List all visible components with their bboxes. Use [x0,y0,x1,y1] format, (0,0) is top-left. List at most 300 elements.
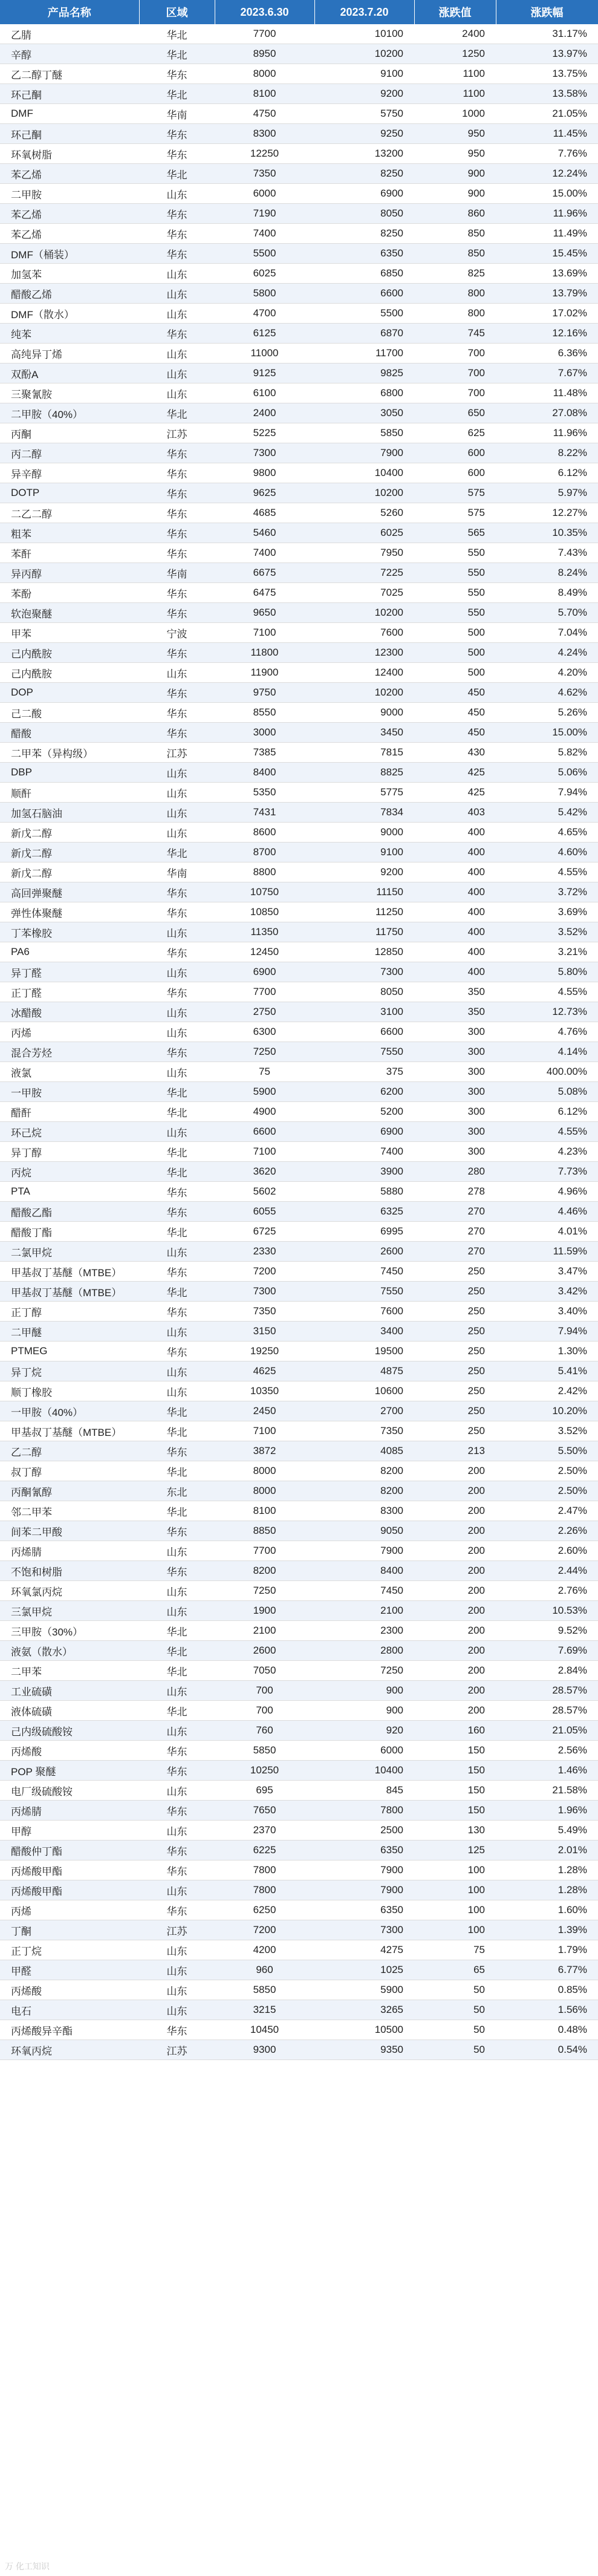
change-value-cell: 200 [414,1681,496,1701]
change-percent-cell: 0.48% [496,2020,598,2040]
change-percent-cell: 15.00% [496,184,598,204]
region-cell: 华东 [139,1042,215,1062]
change-percent-cell: 12.16% [496,324,598,344]
price-0630-cell: 10250 [215,1761,314,1781]
price-0720-cell: 7900 [314,1880,414,1900]
product-name-cell: 环氧氯丙烷 [0,1581,139,1601]
change-percent-cell: 21.05% [496,1721,598,1741]
change-value-cell: 745 [414,324,496,344]
region-cell: 华东 [139,1182,215,1202]
table-row [0,1162,598,1182]
change-value-cell: 270 [414,1222,496,1242]
table-row [0,1122,598,1142]
change-percent-cell: 1.56% [496,2000,598,2020]
product-name-cell: 甲醇 [0,1821,139,1841]
region-cell: 华北 [139,403,215,423]
price-0630-cell: 3215 [215,2000,314,2020]
price-0630-cell: 6000 [215,184,314,204]
price-0720-cell: 7250 [314,1661,414,1681]
price-0630-cell: 3150 [215,1322,314,1342]
region-cell: 山东 [139,344,215,364]
price-0720-cell: 7400 [314,1142,414,1162]
change-percent-cell: 0.85% [496,1980,598,2000]
change-percent-cell: 6.36% [496,344,598,364]
product-name-cell: 顺丁橡胶 [0,1381,139,1401]
table-row [0,703,598,723]
change-percent-cell: 3.42% [496,1282,598,1302]
change-percent-cell: 2.60% [496,1541,598,1561]
region-cell: 华东 [139,703,215,723]
price-0720-cell: 2700 [314,1401,414,1421]
change-value-cell: 350 [414,1002,496,1022]
change-percent-cell: 2.47% [496,1501,598,1521]
change-percent-cell: 4.24% [496,643,598,663]
table-row [0,204,598,224]
product-name-cell: 软泡聚醚 [0,603,139,623]
product-name-cell: 邻二甲苯 [0,1501,139,1521]
product-name-cell: DMF（桶装） [0,244,139,264]
table-row [0,1761,598,1781]
price-0720-cell: 6200 [314,1082,414,1102]
header-price-0720: 2023.7.20 [314,0,414,24]
region-cell: 华东 [139,1741,215,1761]
price-0720-cell: 7300 [314,962,414,982]
change-value-cell: 300 [414,1102,496,1122]
product-name-cell: POP 聚醚 [0,1761,139,1781]
region-cell: 华东 [139,503,215,523]
region-cell: 华东 [139,543,215,563]
price-0720-cell: 5900 [314,1980,414,2000]
product-name-cell: 正丁醇 [0,1302,139,1322]
price-0630-cell: 7400 [215,543,314,563]
product-name-cell: 异丙醇 [0,563,139,583]
region-cell: 山东 [139,1062,215,1082]
change-percent-cell: 3.40% [496,1302,598,1322]
table-row [0,1561,598,1581]
change-value-cell: 450 [414,703,496,723]
table-row [0,1781,598,1801]
region-cell: 华东 [139,1860,215,1880]
change-value-cell: 213 [414,1441,496,1461]
change-value-cell: 100 [414,1920,496,1940]
product-name-cell: 醋酸丁酯 [0,1222,139,1242]
price-0720-cell: 12400 [314,663,414,683]
region-cell: 华东 [139,1801,215,1821]
price-0630-cell: 6675 [215,563,314,583]
product-name-cell: 电石 [0,2000,139,2020]
table-row [0,1601,598,1621]
change-value-cell: 950 [414,144,496,164]
product-name-cell: 电厂级硫酸铵 [0,1781,139,1801]
product-name-cell: 弹性体聚醚 [0,902,139,922]
product-name-cell: 异辛醇 [0,463,139,483]
region-cell: 江苏 [139,423,215,443]
change-value-cell: 575 [414,483,496,503]
product-name-cell: 丙烯腈 [0,1541,139,1561]
region-cell: 华东 [139,1521,215,1541]
change-percent-cell: 2.50% [496,1481,598,1501]
region-cell: 华北 [139,1222,215,1242]
region-cell: 华东 [139,443,215,463]
region-cell: 山东 [139,1880,215,1900]
price-0630-cell: 8000 [215,64,314,84]
price-0630-cell: 700 [215,1701,314,1721]
change-value-cell: 50 [414,2040,496,2060]
change-value-cell: 200 [414,1541,496,1561]
change-percent-cell: 8.22% [496,443,598,463]
region-cell: 华北 [139,1142,215,1162]
region-cell: 华东 [139,523,215,543]
table-row [0,104,598,124]
region-cell: 东北 [139,1481,215,1501]
price-0720-cell: 6995 [314,1222,414,1242]
product-name-cell: 二乙二醇 [0,503,139,523]
price-0720-cell: 8250 [314,224,414,244]
change-value-cell: 250 [414,1302,496,1322]
region-cell: 山东 [139,783,215,803]
price-0630-cell: 6475 [215,583,314,603]
table-row [0,1401,598,1421]
change-percent-cell: 1.39% [496,1920,598,1940]
price-0720-cell: 7600 [314,623,414,643]
table-row [0,1481,598,1501]
change-percent-cell: 5.70% [496,603,598,623]
change-percent-cell: 10.20% [496,1401,598,1421]
change-percent-cell: 7.43% [496,543,598,563]
table-row [0,144,598,164]
price-0720-cell: 900 [314,1681,414,1701]
change-percent-cell: 3.72% [496,882,598,902]
change-percent-cell: 4.55% [496,1122,598,1142]
product-name-cell: 环己烷 [0,1122,139,1142]
price-0630-cell: 6125 [215,324,314,344]
change-value-cell: 450 [414,723,496,743]
change-percent-cell: 11.49% [496,224,598,244]
product-name-cell: 二甲胺（40%） [0,403,139,423]
product-name-cell: 纯苯 [0,324,139,344]
change-percent-cell: 1.60% [496,1900,598,1920]
price-0630-cell: 7100 [215,623,314,643]
table-row [0,244,598,264]
product-name-cell: 环己酮 [0,124,139,144]
price-0630-cell: 8100 [215,1501,314,1521]
product-name-cell: 丙烯酸异辛酯 [0,2020,139,2040]
change-value-cell: 350 [414,982,496,1002]
table-row [0,2020,598,2040]
table-row [0,2040,598,2060]
change-value-cell: 250 [414,1361,496,1381]
change-value-cell: 280 [414,1162,496,1182]
price-0630-cell: 7200 [215,1262,314,1282]
region-cell: 山东 [139,1781,215,1801]
price-0720-cell: 5880 [314,1182,414,1202]
change-value-cell: 500 [414,643,496,663]
change-percent-cell: 4.65% [496,823,598,843]
price-0720-cell: 2100 [314,1601,414,1621]
price-0720-cell: 10500 [314,2020,414,2040]
price-0630-cell: 3000 [215,723,314,743]
change-percent-cell: 2.42% [496,1381,598,1401]
change-value-cell: 200 [414,1621,496,1641]
product-name-cell: 丙烯 [0,1900,139,1920]
product-name-cell: 己二酸 [0,703,139,723]
change-value-cell: 575 [414,503,496,523]
region-cell: 华东 [139,723,215,743]
price-0630-cell: 2450 [215,1401,314,1421]
price-0630-cell: 9625 [215,483,314,503]
region-cell: 华东 [139,244,215,264]
change-percent-cell: 1.79% [496,1940,598,1960]
product-name-cell: 醋酸乙酯 [0,1202,139,1222]
price-0630-cell: 4750 [215,104,314,124]
price-0630-cell: 695 [215,1781,314,1801]
region-cell: 华东 [139,603,215,623]
price-0630-cell: 5500 [215,244,314,264]
change-value-cell: 200 [414,1661,496,1681]
table-row [0,763,598,783]
product-name-cell: 甲苯 [0,623,139,643]
table-row [0,543,598,563]
price-0720-cell: 9350 [314,2040,414,2060]
price-0720-cell: 12850 [314,942,414,962]
price-0720-cell: 5200 [314,1102,414,1122]
change-percent-cell: 4.14% [496,1042,598,1062]
region-cell: 华北 [139,1102,215,1122]
price-0630-cell: 7700 [215,1541,314,1561]
change-value-cell: 130 [414,1821,496,1841]
region-cell: 华北 [139,164,215,184]
price-0630-cell: 9125 [215,364,314,383]
product-name-cell: PTMEG [0,1342,139,1361]
change-value-cell: 425 [414,783,496,803]
price-0630-cell: 9300 [215,2040,314,2060]
region-cell: 山东 [139,364,215,383]
price-0630-cell: 6250 [215,1900,314,1920]
table-row [0,1521,598,1541]
price-0630-cell: 7250 [215,1581,314,1601]
change-percent-cell: 12.24% [496,164,598,184]
region-cell: 山东 [139,962,215,982]
price-0720-cell: 6350 [314,1841,414,1860]
price-0720-cell: 9250 [314,124,414,144]
table-row [0,902,598,922]
product-name-cell: 环氧树脂 [0,144,139,164]
table-row [0,124,598,144]
price-0720-cell: 9825 [314,364,414,383]
table-row [0,364,598,383]
region-cell: 华东 [139,463,215,483]
price-0720-cell: 4875 [314,1361,414,1381]
table-row [0,1142,598,1162]
price-0720-cell: 845 [314,1781,414,1801]
change-percent-cell: 28.57% [496,1701,598,1721]
price-0720-cell: 19500 [314,1342,414,1361]
price-0720-cell: 6325 [314,1202,414,1222]
table-row [0,982,598,1002]
table-row [0,1581,598,1601]
region-cell: 华东 [139,324,215,344]
product-name-cell: 丙烯酸 [0,1980,139,2000]
change-value-cell: 300 [414,1082,496,1102]
price-0720-cell: 10600 [314,1381,414,1401]
change-value-cell: 1250 [414,44,496,64]
change-percent-cell: 2.56% [496,1741,598,1761]
table-row [0,304,598,324]
header-product-name: 产品名称 [0,0,139,24]
table-row [0,922,598,942]
region-cell: 华东 [139,1441,215,1461]
change-percent-cell: 3.69% [496,902,598,922]
table-row [0,1860,598,1880]
product-name-cell: 甲基叔丁基醚（MTBE） [0,1262,139,1282]
region-cell: 山东 [139,922,215,942]
change-value-cell: 403 [414,803,496,823]
product-name-cell: 乙腈 [0,24,139,44]
price-0720-cell: 2800 [314,1641,414,1661]
region-cell: 宁波 [139,623,215,643]
table-row [0,843,598,862]
product-name-cell: 乙二醇丁醚 [0,64,139,84]
change-percent-cell: 13.75% [496,64,598,84]
table-row [0,1821,598,1841]
price-0720-cell: 6900 [314,184,414,204]
price-0720-cell: 5750 [314,104,414,124]
price-0630-cell: 7385 [215,743,314,763]
table-row [0,1701,598,1721]
change-value-cell: 400 [414,922,496,942]
region-cell: 华南 [139,104,215,124]
region-cell: 华东 [139,683,215,703]
change-percent-cell: 5.97% [496,483,598,503]
price-0630-cell: 3872 [215,1441,314,1461]
table-row [0,1361,598,1381]
product-name-cell: 醋酸仲丁酯 [0,1841,139,1860]
price-0720-cell: 6870 [314,324,414,344]
table-row [0,783,598,803]
change-value-cell: 50 [414,1980,496,2000]
price-0630-cell: 10750 [215,882,314,902]
table-row [0,1661,598,1681]
region-cell: 华北 [139,843,215,862]
change-percent-cell: 4.20% [496,663,598,683]
product-name-cell: 新戊二醇 [0,843,139,862]
price-0630-cell: 8700 [215,843,314,862]
change-value-cell: 200 [414,1461,496,1481]
price-0630-cell: 11000 [215,344,314,364]
change-percent-cell: 1.96% [496,1801,598,1821]
product-name-cell: 液体硫磺 [0,1701,139,1721]
price-0720-cell: 9100 [314,843,414,862]
change-percent-cell: 0.54% [496,2040,598,2060]
price-0720-cell: 9000 [314,823,414,843]
product-name-cell: DMF [0,104,139,124]
change-percent-cell: 5.42% [496,803,598,823]
price-0720-cell: 5260 [314,503,414,523]
region-cell: 山东 [139,1381,215,1401]
region-cell: 山东 [139,304,215,324]
table-row [0,403,598,423]
price-0720-cell: 7300 [314,1920,414,1940]
price-0720-cell: 10100 [314,24,414,44]
region-cell: 华南 [139,563,215,583]
product-name-cell: 丙烷 [0,1162,139,1182]
region-cell: 华北 [139,1401,215,1421]
change-value-cell: 270 [414,1202,496,1222]
table-row [0,1900,598,1920]
change-value-cell: 860 [414,204,496,224]
change-percent-cell: 7.69% [496,1641,598,1661]
price-0630-cell: 7700 [215,982,314,1002]
region-cell: 华北 [139,44,215,64]
price-0630-cell: 7400 [215,224,314,244]
price-0720-cell: 6025 [314,523,414,543]
product-name-cell: 异丁醇 [0,1142,139,1162]
price-0720-cell: 7550 [314,1282,414,1302]
change-value-cell: 150 [414,1801,496,1821]
change-percent-cell: 2.84% [496,1661,598,1681]
table-row [0,1960,598,1980]
table-row [0,224,598,244]
table-row [0,803,598,823]
price-0720-cell: 4085 [314,1441,414,1461]
price-0630-cell: 5850 [215,1980,314,2000]
region-cell: 华北 [139,1421,215,1441]
change-percent-cell: 2.26% [496,1521,598,1541]
region-cell: 华东 [139,1262,215,1282]
change-value-cell: 200 [414,1581,496,1601]
price-0720-cell: 8050 [314,982,414,1002]
table-row [0,942,598,962]
product-name-cell: 丙酮氰醇 [0,1481,139,1501]
product-name-cell: 加氢苯 [0,264,139,284]
price-0720-cell: 7450 [314,1581,414,1601]
change-percent-cell: 5.49% [496,1821,598,1841]
price-0630-cell: 7800 [215,1880,314,1900]
price-0630-cell: 6025 [215,264,314,284]
change-value-cell: 150 [414,1741,496,1761]
product-name-cell: 叔丁醇 [0,1461,139,1481]
change-percent-cell: 11.48% [496,383,598,403]
product-name-cell: PTA [0,1182,139,1202]
table-row [0,1322,598,1342]
product-name-cell: DOP [0,683,139,703]
product-name-cell: DMF（散水） [0,304,139,324]
change-percent-cell: 7.67% [496,364,598,383]
table-row [0,344,598,364]
price-0630-cell: 8200 [215,1561,314,1581]
table-row [0,862,598,882]
change-percent-cell: 4.76% [496,1022,598,1042]
price-0630-cell: 12250 [215,144,314,164]
table-row [0,1302,598,1322]
table-row [0,1841,598,1860]
region-cell: 华东 [139,1342,215,1361]
change-value-cell: 500 [414,663,496,683]
table-row [0,1381,598,1401]
change-percent-cell: 21.05% [496,104,598,124]
price-0630-cell: 7650 [215,1801,314,1821]
region-cell: 华东 [139,144,215,164]
price-0720-cell: 10200 [314,603,414,623]
price-0720-cell: 3900 [314,1162,414,1182]
change-value-cell: 2400 [414,24,496,44]
region-cell: 华北 [139,1621,215,1641]
change-percent-cell: 27.08% [496,403,598,423]
price-0720-cell: 9200 [314,862,414,882]
change-percent-cell: 1.28% [496,1880,598,1900]
region-cell: 山东 [139,1581,215,1601]
table-row [0,523,598,543]
